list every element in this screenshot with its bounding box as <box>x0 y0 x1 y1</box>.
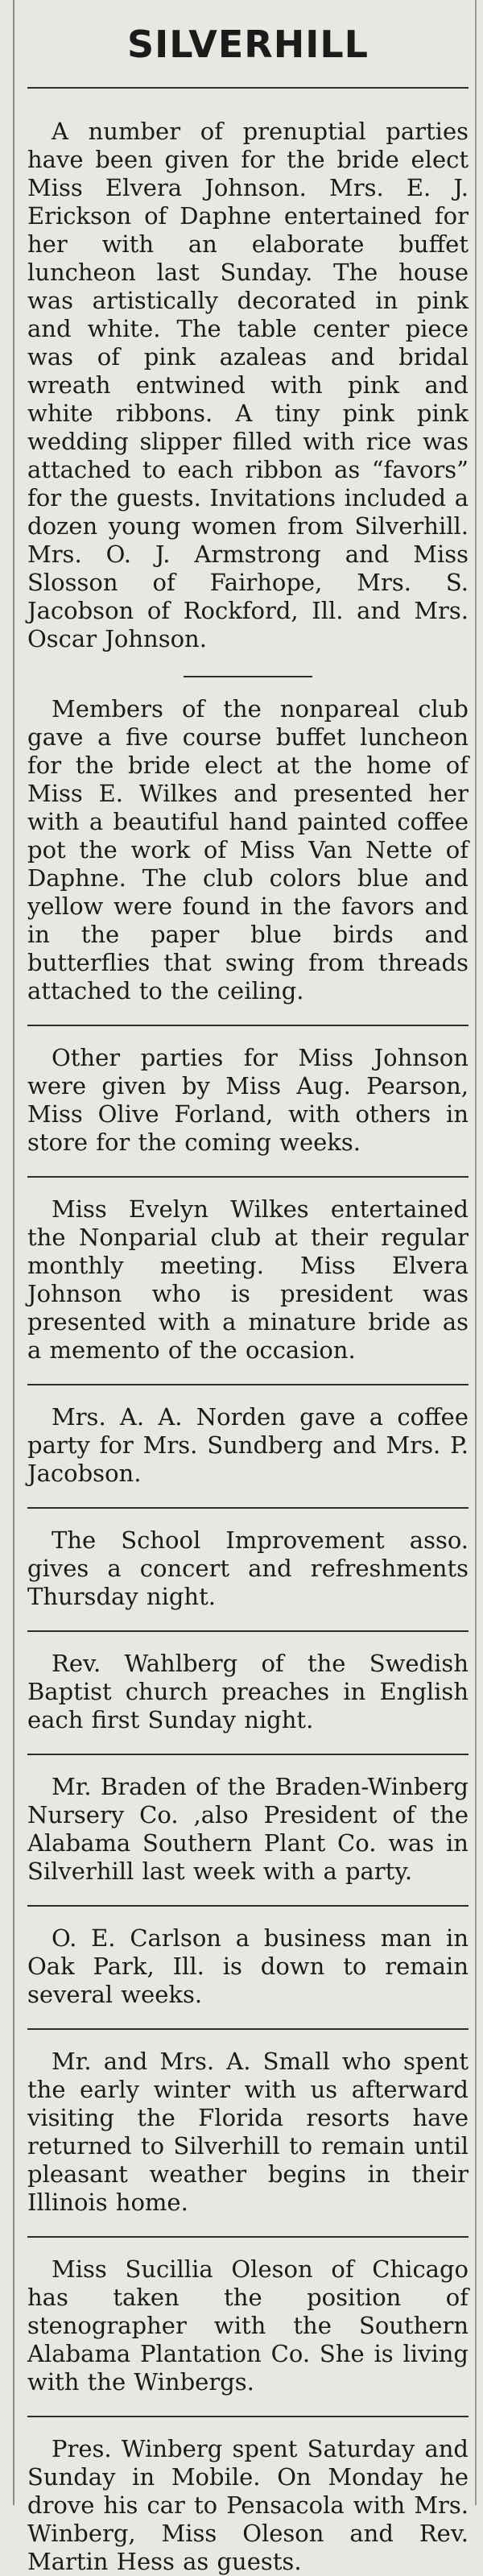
separator <box>27 2416 469 2417</box>
news-item-7: Rev. Wahlberg of the Swedish Baptist church preaches in English each first Sunday night. <box>27 1650 469 1733</box>
separator-short <box>184 676 312 677</box>
news-item-9: O. E. Carlson a business man in Oak Park, Ill. is down to remain several weeks. <box>27 1924 469 2008</box>
separator <box>27 2236 469 2238</box>
news-item-4: Miss Evelyn Wilkes entertained the Nonparial club at their regular monthly meeting. Miss Elvera Johnson who is president was presented with a minature bride as a memento of the occasion. <box>27 1195 469 1364</box>
separator <box>27 1176 469 1178</box>
news-item-6: The School Improvement asso. gives a concert and refreshments Thursday night. <box>27 1526 469 1610</box>
news-item-12: Pres. Winberg spent Saturday and Sunday in Mobile. On Monday he drove his car to Pensacola with Mrs. Winberg, Miss Oleson and Rev. Martin Hess as guests. <box>27 2435 469 2575</box>
news-item-11: Miss Sucillia Oleson of Chicago has taken the position of stenographer with the Southern Alabama Plantation Co. She is living with the Winbergs. <box>27 2255 469 2396</box>
separator <box>27 2028 469 2030</box>
separator <box>27 1905 469 1907</box>
separator <box>27 1754 469 1755</box>
separator <box>27 1384 469 1385</box>
news-item-8: Mr. Braden of the Braden-Winberg Nursery Co. ,also President of the Alabama Southern Plant Co. was in Silverhill last week with a party. <box>27 1773 469 1885</box>
column-rule-right <box>475 0 477 2505</box>
news-item-5: Mrs. A. A. Norden gave a coffee party for Mrs. Sundberg and Mrs. P. Jacobson. <box>27 1403 469 1487</box>
column-rule-left <box>13 0 14 2505</box>
separator <box>27 1025 469 1026</box>
headline: SILVERHILL <box>127 23 369 66</box>
news-item-2: Members of the nonpareal club gave a five course buffet luncheon for the bride elect at the home of Miss E. Wilkes and presented her with a beautiful hand painted coffee pot the work of Miss Van Nette of Daphne. The club colors blue and yellow were found in the favors and in the paper blue birds and butterflies that swing from threads attached to the ceiling. <box>27 695 469 1004</box>
separator <box>27 1630 469 1632</box>
separator <box>27 1507 469 1509</box>
headline-rule <box>27 87 469 89</box>
news-item-1: A number of prenuptial parties have been given for the bride elect Miss Elvera Johnson. Mrs. E. J. Erickson of Daphne entertained for her with an elaborate buffet luncheon last Sunday. The house was artistically decorated in pink and white. The table center piece was of pink azaleas and bridal wreath entwined with pink and white ribbons. A tiny pink pink wedding slipper filled with rice was attached to each ribbon as “favors” for the guests. Invitations included a dozen young women from Silverhill. Mrs. O. J. Armstrong and Miss Slosson of Fairhope, Mrs. S. Jacobson of Rockford, Ill. and Mrs. Oscar Johnson. <box>27 118 469 652</box>
news-item-3: Other parties for Miss Johnson were given by Miss Aug. Pearson, Miss Olive Forland, with others in store for the coming weeks. <box>27 1044 469 1156</box>
news-item-10: Mr. and Mrs. A. Small who spent the early winter with us afterward visiting the Florida resorts have returned to Silverhill to remain until pleasant weather begins in their Illinois home. <box>27 2048 469 2216</box>
